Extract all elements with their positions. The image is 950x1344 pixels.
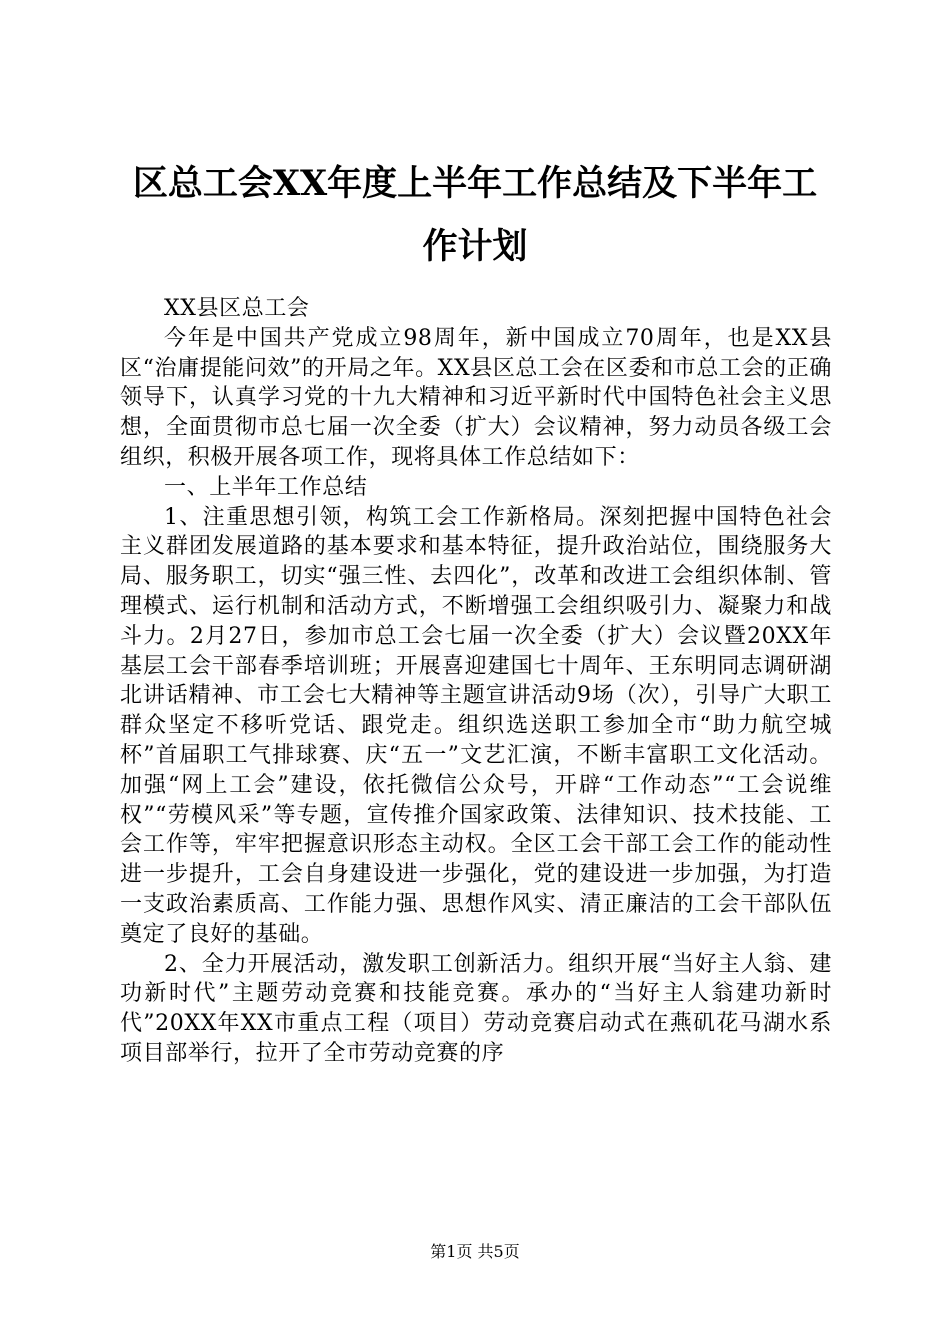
document-body: [120, 294, 832, 1069]
section-heading: 一、上半年工作总结: [164, 474, 368, 500]
intro-paragraph: 今年是中国共产党成立98周年，新中国成立70周年，也是XX县区“治庸提能问效”的开局之年。XX县区总工会在区委和市总工会的正确领导下，认真学习党的十九大精神和习近平新时代中国特色社会主义思想，全面贯彻市总七届一次全委（扩大）会议精神，努力动员各级工会组织，积极开展各项工作，现将具体工作总结如下：: [120, 325, 832, 470]
author-line: XX县区总工会: [164, 296, 310, 321]
document-title: 区总工会XX年度上半年工作总结及下半年工作计划: [132, 163, 818, 267]
page-footer: 第1页 共5页: [430, 1242, 520, 1261]
paragraph-item-2: 2、全力开展活动，激发职工创新活力。组织开展“当好主人翁、建功新时代”主题劳动竞赛和技能竞赛。承办的“当好主人翁建功新时代”20XX年XX市重点工程（项目）劳动竞赛启动式在燕矶花马湖水系项目部举行，拉开了全市劳动竞赛的序: [120, 951, 832, 1066]
paragraph-item-1: 1、注重思想引领，构筑工会工作新格局。深刻把握中国特色社会主义群团发展道路的基本要求和基本特征，提升政治站位，围绕服务大局、服务职工，切实“强三性、去四化”，改革和改进工会组织体制、管理模式、运行机制和活动方式，不断增强工会组织吸引力、凝聚力和战斗力。2月27日，参加市总工会七届一次全委（扩大）会议暨20XX年基层工会干部春季培训班；开展喜迎建国七十周年、王东明同志调研湖北讲话精神、市工会七大精神等主题宣讲活动9场（次），引导广大职工群众坚定不移听党话、跟党走。组织选送职工参加全市“助力航空城杯”首届职工气排球赛、庆“五一”文艺汇演，不断丰富职工文化活动。加强“网上工会”建设，依托微信公众号，开辟“工作动态”“工会说维权”“劳模风采”等专题，宣传推介国家政策、法律知识、技术技能、工会工作等，牢牢把握意识形态主动权。全区工会干部工会工作的能动性进一步提升，工会自身建设进一步强化，党的建设进一步加强，为打造一支政治素质高、工作能力强、思想作风实、清正廉洁的工会干部队伍奠定了良好的基础。: [120, 504, 832, 947]
